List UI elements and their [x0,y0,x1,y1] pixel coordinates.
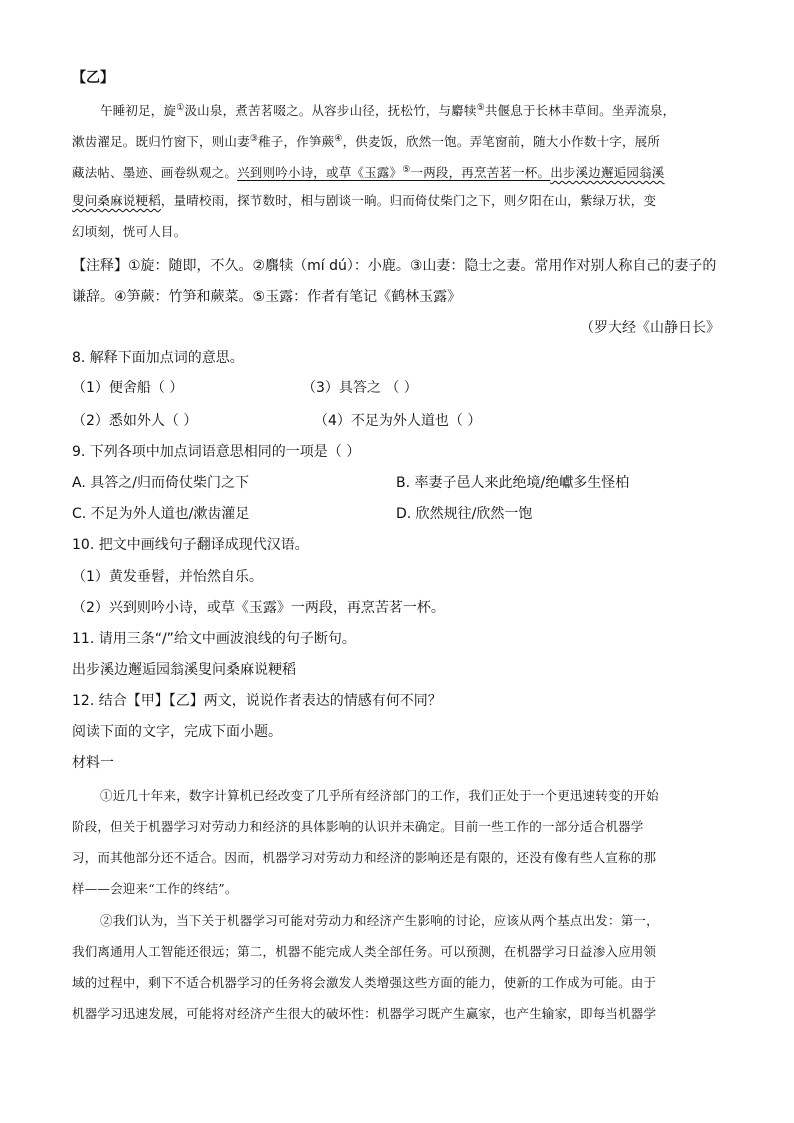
wavy-sentence: 出步溪边邂逅园翁溪 [550,165,665,180]
sub-question: （2）兴到则吟小诗，或草《玉露》一两段，再烹苦茗一杯。 [72,600,445,616]
note-marker: ① [176,103,185,113]
source-citation: （罗大经《山静日长》 [580,320,720,336]
underlined-text: 兴到则吟小诗，或草《玉露》 [237,165,403,180]
answer-blank: （1）便舍船（ ） [72,380,184,396]
sentence-to-punctuate: 出步溪边邂逅园翁溪叟问桑麻说粳稻 [72,662,296,678]
passage-line [72,191,656,211]
article-line: 样——会迎来“工作的终结”。 [72,881,238,896]
wavy-sentence: 叟问桑麻说粳稻 [72,193,161,208]
answer-blank: （4）不足为外人道也（ ） [314,413,482,429]
passage-text: 幻顷刻，恍可人目。 [72,224,187,239]
passage-text: 汲山泉，煮苦茗啜之。从容步山径，抚松竹，与麝犊 [184,103,477,118]
note-line: 【注释】①旋：随即，不久。②麛犊（mí dú）：小鹿。③山妻：隐士之妻。常用作对别人称自己的妻子的 [72,258,717,274]
sub-question: （1）黄发垂髫，并怡然自乐。 [72,569,263,585]
passage-text: 藏法帖、墨迹、画卷纵观之。 [72,165,238,180]
question-title: 9. 下列各项中加点词语意思相同的一项是（ ） [72,444,361,460]
option-b: B. 率妻子邑人来此绝境/绝巘多生怪柏 [396,475,630,491]
question-title: 10. 把文中画线句子翻译成现代汉语。 [72,537,309,553]
underlined-text: 一两段，再烹苦茗一杯。 [410,165,551,180]
question-title: 8. 解释下面加点词的意思。 [72,350,244,366]
option-d: D. 欣然规往/欣然一饱 [396,506,533,522]
note-line: 谦辞。④笋蕨：竹笋和蕨菜。⑤玉露：作者有笔记《鹤林玉露》 [72,289,462,305]
section-label: 【乙】 [72,70,114,86]
note-marker: ④ [334,134,343,144]
option-a: A. 具答之/归而倚仗柴门之下 [72,475,249,491]
passage-text: 午睡初足，旋 [100,103,177,118]
article-line: 习，而其他部分还不适合。因而，机器学习对劳动力和经济的影响还是有限的，还没有像有些人宣称的那 [72,850,657,865]
passage-line [72,160,665,183]
article-line: 阶段，但关于机器学习对劳动力和经济的具体影响的认识并未确定。目前一些工作的一部分适合机器学 [72,819,644,834]
question-title: 12. 结合【甲】【乙】两文，说说作者表达的情感有何不同？ [72,693,442,709]
instruction: 阅读下面的文字，完成下面小题。 [72,724,282,740]
article-line: 域的过程中，剩下不适合机器学习的任务将会激发人类增强这些方面的能力，使新的工作成为可能。由于 [72,975,657,990]
passage-text: ，供麦饭，欣然一饱。弄笔窗前，随大小作数十字，展所 [342,134,661,149]
article-line: ①近几十年来，数字计算机已经改变了几乎所有经济部门的工作，我们正处于一个更迅速转变的开始 [100,788,659,803]
article-line: ②我们认为，当下关于机器学习可能对劳动力和经济产生影响的讨论，应该从两个基点出发：第一， [100,913,659,928]
passage-line [100,98,675,121]
note-marker: ⑤ [476,103,485,113]
note-marker: ⑤ [402,165,411,175]
option-c: C. 不足为外人道也/漱齿灌足 [72,506,250,522]
passage-line [72,222,186,242]
question-title: 11. 请用三条“/”给文中画波浪线的句子断句。 [72,631,356,647]
answer-blank: （3）具答之 （ ） [302,380,418,396]
note-marker: ③ [249,134,259,144]
article-line: 机器学习迅速发展，可能将对经济产生很大的破坏性：机器学习既产生赢家，也产生输家，即每当机器学 [72,1006,657,1021]
passage-line [72,129,660,152]
material-label: 材料一 [72,755,114,771]
answer-blank: （2）悉如外人（ ） [72,413,198,429]
passage-text: 共偃息于长林丰草间。坐弄流泉， [484,103,676,118]
passage-text: 漱齿濯足。既归竹窗下，则山妻 [72,134,250,149]
passage-text: 稚子，作笋蕨 [258,134,335,149]
passage-text: ，量晴校雨，探节数时，相与剧谈一晌。归而倚仗柴门之下，则夕阳在山，紫绿万状，变 [160,193,657,208]
underlined-sentence [237,165,550,180]
article-line: 我们离通用人工智能还很远；第二，机器不能完成人类全部任务。可以预测，在机器学习日益渗入应用领 [72,944,657,959]
